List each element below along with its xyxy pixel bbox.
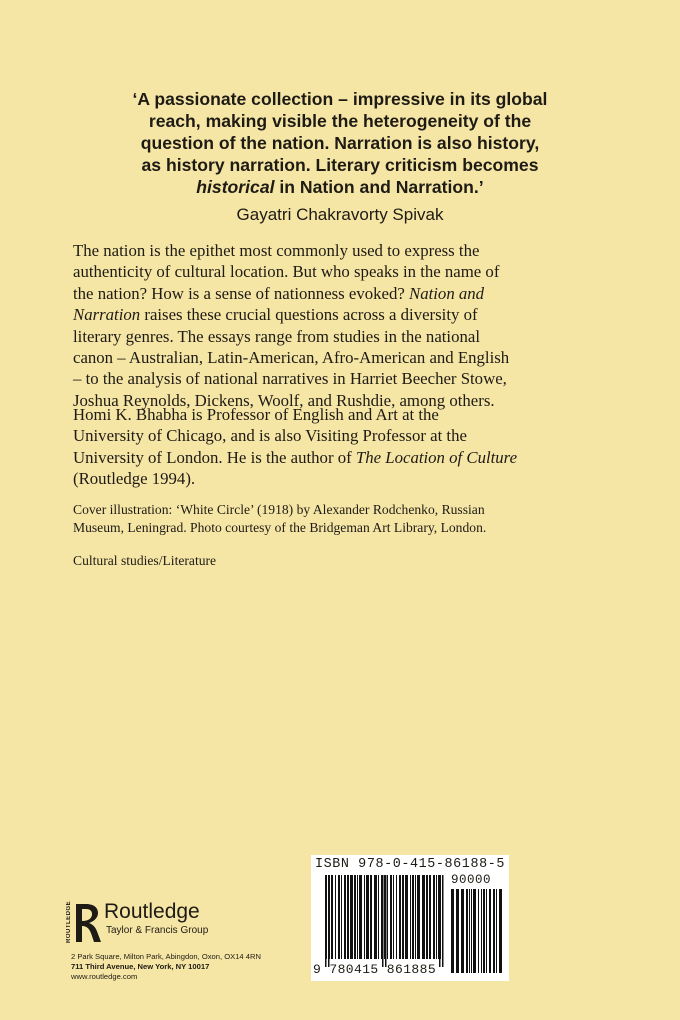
category-label: Cultural studies/Literature	[73, 553, 217, 568]
bio-text: Homi K. Bhabha is Professor of English and Art at the University of Chicago, and is also Visiting Professor at the University of London. He is the author of	[73, 405, 467, 467]
quote-author: Gayatri Chakravorty Spivak	[236, 205, 444, 224]
publisher-website: www.routledge.com	[71, 972, 138, 981]
description-text: The nation is the epithet most commonly used to express the authenticity of cultural location. But who speaks in the name of the nation? How is a sense of nationness evoked?	[73, 241, 500, 303]
quote-connector: in	[274, 177, 300, 197]
description-paragraph	[73, 240, 633, 411]
quote-line	[40, 176, 640, 198]
barcode-box	[311, 855, 509, 981]
bio-text-cont: (Routledge 1994).	[73, 469, 196, 489]
publisher-group: Taylor & Francis Group	[106, 925, 209, 936]
review-quote	[40, 88, 640, 198]
cover-credit: Cover illustration: ‘White Circle’ (1918) by Alexander Rodchenko, Russian Museum, Leningrad. Photo courtesy of the Bridgeman Art Library, London.	[73, 502, 487, 535]
author-bio-paragraph	[73, 404, 633, 490]
publisher-logo-text: ROUTLEDGE	[66, 900, 72, 944]
barcode-ean-digits: 9 780415 861885	[313, 962, 437, 977]
barcode-addon-digits: 90000	[451, 873, 492, 887]
quote-line: as history narration. Literary criticism becomes	[141, 155, 539, 175]
description-text-cont: raises these crucial questions across a diversity of literary genres. The essays range from studies in the national canon – Australian, Latin-American, Afro-American and English – to the analysis of national narratives in Harriet Beecher Stowe, Joshua Reynolds, Dickens, Woolf, and Rushdie, among others.	[73, 305, 510, 410]
bio-book-title: The Location of Culture	[355, 447, 518, 467]
publisher-address-uk: 2 Park Square, Milton Park, Abingdon, Oxon, OX14 4RN	[71, 952, 261, 961]
quote-line: ‘A passionate collection – impressive in its global	[132, 89, 548, 109]
quote-book-title: Nation and Narration	[299, 177, 474, 197]
routledge-logo-icon	[68, 902, 102, 944]
description-book-title: Nation and Narration	[73, 283, 485, 325]
publisher-name: Routledge	[104, 900, 200, 923]
quote-end: .’	[473, 177, 484, 197]
isbn-text: ISBN 978-0-415-86188-5	[315, 857, 505, 872]
quote-italic-word: historical	[196, 177, 275, 197]
publisher-address-us: 711 Third Avenue, New York, NY 10017	[71, 962, 210, 971]
quote-line: reach, making visible the heterogeneity of the	[148, 111, 532, 131]
quote-line: question of the nation. Narration is also history,	[140, 133, 540, 153]
